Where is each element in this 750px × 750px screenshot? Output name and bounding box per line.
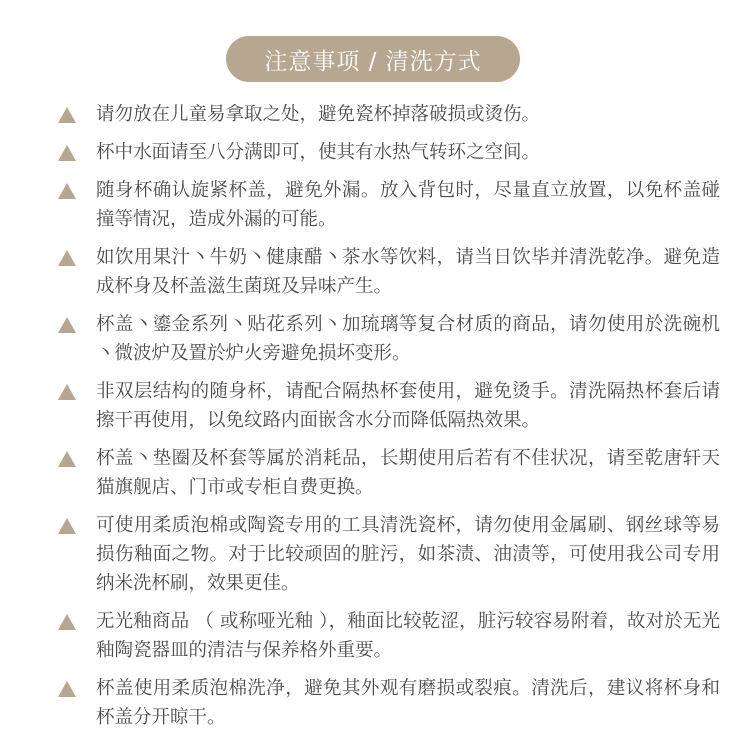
note-text: 杯盖使用柔质泡棉洗净，避免其外观有磨损或裂痕。清洗后，建议将杯身和杯盖分开晾干。 [96,678,720,728]
note-spacer [58,665,720,674]
note-item [58,310,720,368]
note-text: 非双层结构的随身杯，请配合隔热杯套使用，避免烫手。清洗隔热杯套后请擦干再使用，以免纹路内面嵌含水分而降低隔热效果。 [96,381,720,431]
note-spacer [58,598,720,607]
note-item [58,100,720,129]
triangle-bullet-icon [58,317,76,333]
note-item [58,511,720,598]
triangle-bullet-icon [58,681,76,697]
note-item [58,243,720,301]
note-text: 无光釉商品 （ 或称哑光釉 ），釉面比较乾涩，脏污较容易附着，故对於无光釉陶瓷器皿的清洁与保养格外重要。 [96,611,720,661]
note-item [58,674,720,732]
note-text: 杯盖丶鎏金系列丶贴花系列丶加琉璃等复合材质的商品，请勿使用於洗碗机丶微波炉及置於炉火旁避免损坏变形。 [96,314,720,364]
note-text: 随身杯确认旋紧杯盖，避免外漏。放入背包时，尽量直立放置，以免杯盖碰撞等情况，造成外漏的可能。 [96,180,720,230]
note-text: 杯盖丶垫圈及杯套等属於消耗品，长期使用后若有不佳状况，请至乾唐轩天猫旗舰店、门市或专柜自费更换。 [96,448,720,498]
note-text: 如饮用果汁丶牛奶丶健康醋丶茶水等饮料，请当日饮毕并清洗乾净。避免造成杯身及杯盖滋生菌斑及异味产生。 [96,247,720,297]
note-spacer [58,301,720,310]
note-spacer [58,234,720,243]
page-title: 注意事项 / 清洗方式 [264,48,482,75]
triangle-bullet-icon [58,183,76,199]
note-item [58,444,720,502]
note-spacer [58,502,720,511]
note-text: 可使用柔质泡棉或陶瓷专用的工具清洗瓷杯，请勿使用金属刷、钢丝球等易损伤釉面之物。对于比较顽固的脏污，如茶渍、油渍等，可使用我公司专用纳米洗杯刷，效果更佳。 [96,515,720,594]
section-title-badge [226,36,520,82]
note-spacer [58,129,720,138]
triangle-bullet-icon [58,107,76,123]
triangle-bullet-icon [58,451,76,467]
note-text: 杯中水面请至八分满即可，使其有水热气转环之空间。 [96,142,541,163]
triangle-bullet-icon [58,145,76,161]
triangle-bullet-icon [58,518,76,534]
note-spacer [58,368,720,377]
note-item [58,607,720,665]
note-item [58,377,720,435]
note-text: 请勿放在儿童易拿取之处，避免瓷杯掉落破损或烫伤。 [96,104,541,125]
triangle-bullet-icon [58,384,76,400]
triangle-bullet-icon [58,250,76,266]
note-item [58,138,720,167]
note-spacer [58,167,720,176]
note-spacer [58,435,720,444]
note-item [58,176,720,234]
care-notes-list [58,100,720,732]
triangle-bullet-icon [58,614,76,630]
